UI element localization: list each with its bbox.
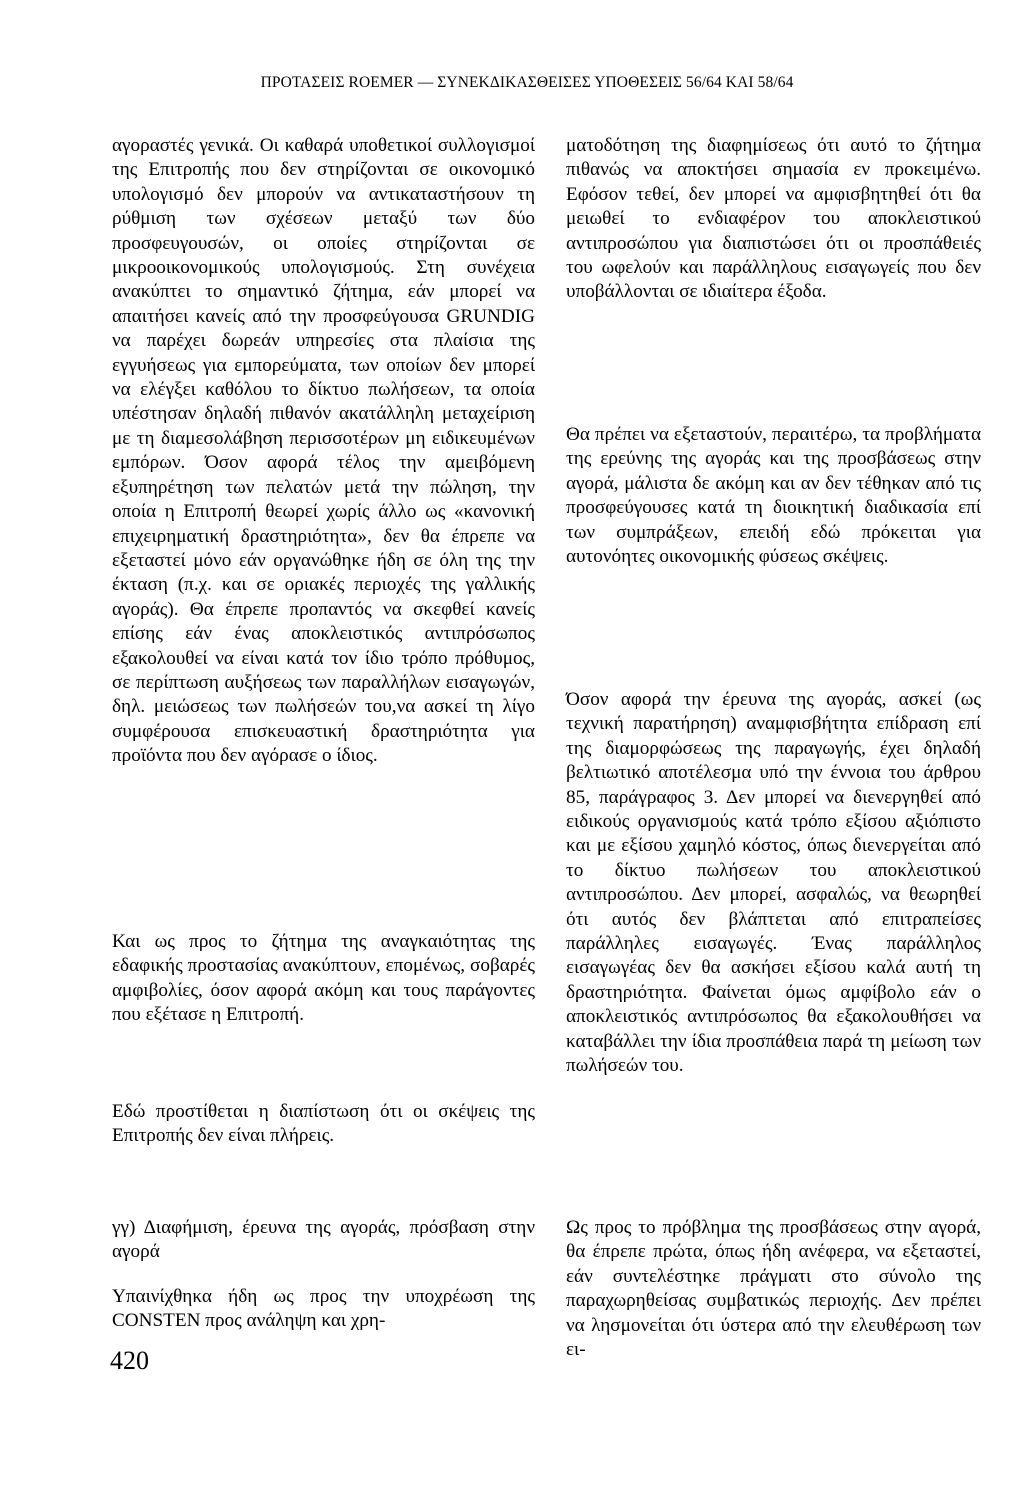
paragraph: ματοδότηση της διαφημίσεως ότι αυτό το ζήτημα πιθανώς να αποκτήσει σημασία εν προκειμένω. Εφόσον τεθεί, δεν μπορεί να αμφισβητηθεί ότι θα μειωθεί το ενδιαφέρον του αποκλειστικού αντιπροσώπου για διαπιστώσει ότι οι προσπάθειές του ωφελούν και παράλληλους εισαγωγείς που δεν υποβάλλονται σε ιδιαίτερα έξοδα. — [566, 135, 981, 303]
left-column — [112, 134, 535, 769]
right-column-paragraph-2 — [566, 423, 981, 569]
running-header: ΠΡΟΤΑΣΕΙΣ ROEMER — ΣΥΝΕΚΔΙΚΑΣΘΕΙΣΕΣ ΥΠΟΘΕΣΕΙΣ 56/64 ΚΑΙ 58/64 — [260, 74, 794, 91]
right-column-paragraph-4 — [566, 1216, 981, 1362]
right-column — [566, 134, 981, 305]
section-heading: γγ) Διαφήμιση, έρευνα της αγοράς, πρόσβαση στην αγορά — [112, 1217, 535, 1263]
left-column-paragraph-2 — [112, 930, 535, 1028]
paragraph: Ως προς το πρόβλημα της προσβάσεως στην αγορά, θα έπρεπε πρώτα, όπως ήδη ανέφερα, να εξεταστεί, εάν συντελέστηκε πράγματι στο σύνολο της παραχωρηθείσας συμβατικώς περιοχής. Δεν πρέπει να λησμονείται ότι ύστερα από την ελευθέρωση των ει- — [566, 1217, 981, 1361]
paragraph: Υπαινίχθηκα ήδη ως προς την υποχρέωση της CONSTEN προς ανάληψη και χρη- — [112, 1286, 535, 1332]
right-column-paragraph-3 — [566, 688, 981, 1079]
paragraph: αγοραστές γενικά. Οι καθαρά υποθετικοί συλλογισμοί της Επιτροπής που δεν στηρίζονται σε οικονομικό υπολογισμό δεν μπορούν να αντικαταστήσουν τη ρύθμιση των σχέσεων μεταξύ των δύο προσφευγουσών, οι οποίες στηρίζονται σε μικροοικονομικούς υπολογισμούς. Στη συνέχεια ανακύπτει το σημαντικό ζήτημα, εάν μπορεί να απαιτήσει κανείς από την προσφεύγουσα GRUNDIG να παρέχει δωρεάν υπηρεσίες στα πλαίσια της εγγυήσεως για εμπορεύματα, των οποίων δεν μπορεί να ελέγξει καθόλου το δίκτυο πωλήσεων, τα οποία υπέστησαν δηλαδή πιθανόν ακατάλληλη μεταχείριση με τη διαμεσολάβηση περισσοτέρων μη ειδικευμένων εμπόρων. Όσον αφορά τέλος την αμειβόμενη εξυπηρέτηση των πελατών μετά την πώληση, την οποία η Επιτροπή θεωρεί χωρίς άλλο ως «κανονική επιχειρηματική δραστηριότητα», δεν θα έπρεπε να εξεταστεί μόνο εάν οργανώθηκε ήδη σε όλη της την έκταση (π.χ. και σε οριακές περιοχές της γαλλικής αγοράς). Θα έπρεπε προπαντός να σκεφθεί κανείς επίσης εάν ένας αποκλειστικός αντιπρόσωπος εξακολουθεί να είναι κατά τον ίδιο τρόπο πρόθυμος, σε περίπτωση αυξήσεως των παραλλήλων εισαγωγών, δηλ. μειώσεως των πωλήσεών του,να ασκεί τη λίγο συμφέρουσα επισκευαστική δραστηριότητα για προϊόντα που δεν αγόρασε ο ίδιος. — [112, 135, 535, 767]
paragraph: Θα πρέπει να εξεταστούν, περαιτέρω, τα προβλήματα της ερεύνης της αγοράς και της προσβάσεως στην αγορά, μάλιστα δε ακόμη και αν δεν τέθηκαν από τις προσφεύγουσες κατά τη διοικητική διαδικασία επί των συμπράξεων, επειδή εδώ πρόκειται για αυτονόητες οικονομικής φύσεως σκέψεις. — [566, 424, 981, 568]
paragraph: Όσον αφορά την έρευνα της αγοράς, ασκεί (ως τεχνική παρατήρηση) αναμφισβήτητα επίδραση επί της διαμορφώσεως της παραγωγής, έχει δηλαδή βελτιωτικό αποτέλεσμα υπό την έννοια του άρθρου 85, παράγραφος 3. Δεν μπορεί να διενεργηθεί από ειδικούς οργανισμούς κατά τρόπο εξίσου αξιόπιστο και με εξίσου χαμηλό κόστος, όπως διενεργείται από το δίκτυο πωλήσεων του αποκλειστικού αντιπροσώπου. Δεν μπορεί, ασφαλώς, να θεωρηθεί ότι αυτός δεν βλάπτεται από επιτραπείσες παράλληλες εισαγωγές. Ένας παράλληλος εισαγωγέας δεν θα ασκήσει εξίσου καλά αυτή τη δραστηριότητα. Φαίνεται όμως αμφίβολο εάν ο αποκλειστικός αντιπρόσωπος θα εξακολουθήσει να καταβάλλει την ίδια προσπάθεια παρά τη μείωση των πωλήσεών του. — [566, 689, 981, 1077]
left-column-paragraph-3 — [112, 1100, 535, 1149]
paragraph: Και ως προς το ζήτημα της αναγκαιότητας της εδαφικής προστασίας ανακύπτουν, επομένως, σοβαρές αμφιβολίες, όσον αφορά ακόμη και τους παράγοντες που εξέτασε η Επιτροπή. — [112, 931, 535, 1026]
left-column-paragraph-5 — [112, 1285, 535, 1334]
left-column-paragraph-4 — [112, 1216, 535, 1265]
page-number: 420 — [110, 1346, 149, 1375]
paragraph: Εδώ προστίθεται η διαπίστωση ότι οι σκέψεις της Επιτροπής δεν είναι πλήρεις. — [112, 1101, 535, 1147]
